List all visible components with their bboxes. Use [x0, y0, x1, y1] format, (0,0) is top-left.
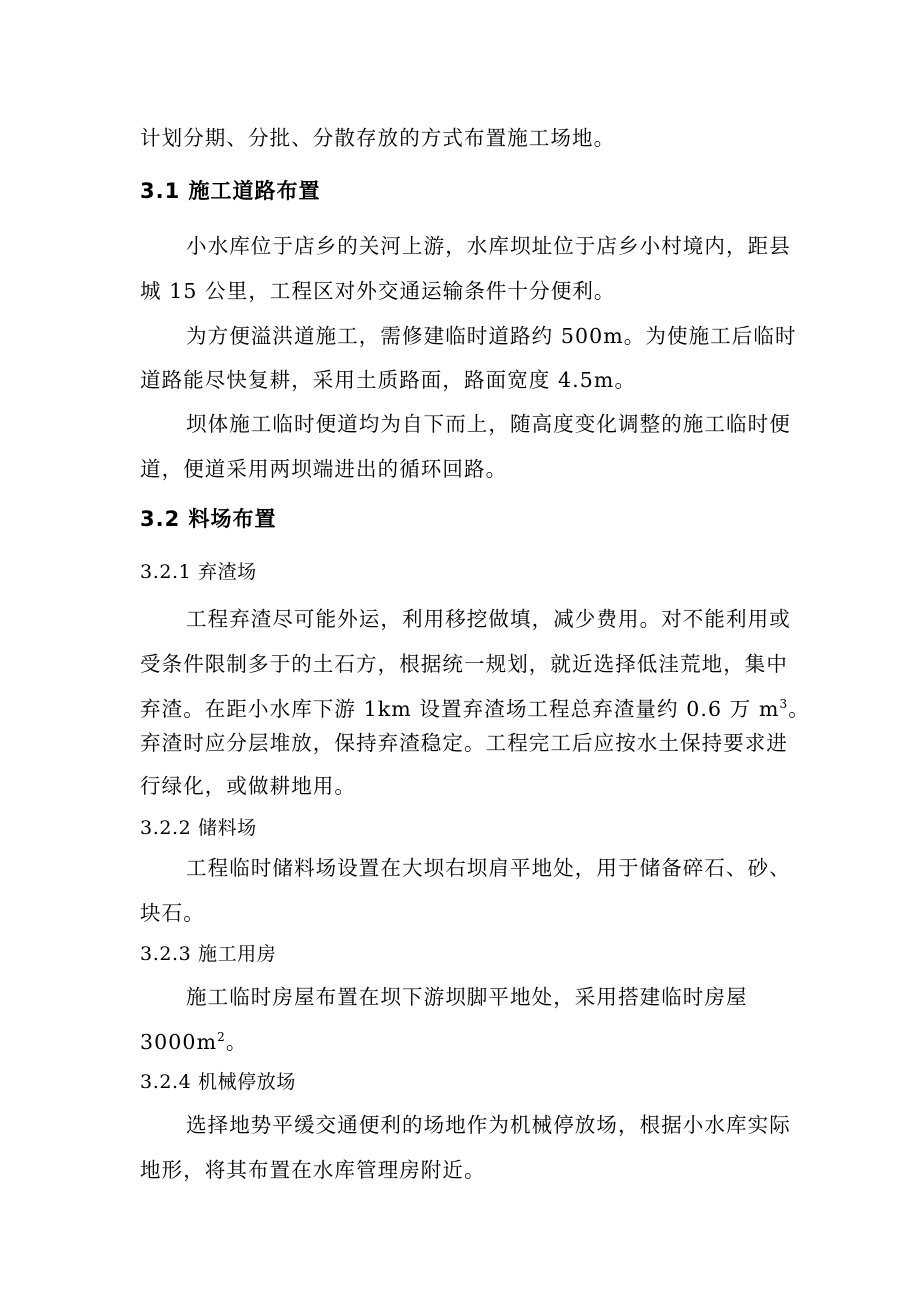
paragraph-line: 受条件限制多于的土石方，根据统一规划，就近选择低洼荒地，集中 — [140, 652, 788, 676]
subsection-title: 3.2.4 机械停放场 — [140, 1071, 296, 1093]
section-heading-3-1: 3.1 施工道路布置 — [140, 179, 321, 203]
section-heading-3-2: 3.2 料场布置 — [140, 507, 277, 531]
text-run: 3000m — [140, 1030, 218, 1054]
paragraph-line — [140, 1032, 247, 1053]
paragraph-line — [140, 699, 810, 720]
paragraph-line: 弃渣时应分层堆放，保持弃渣稳定。工程完工后应按水土保持要求进 — [140, 731, 788, 755]
text-run: 弃渣。在距小水库下游 1km 设置弃渣场工程总弃渣量约 0.6 万 m — [140, 697, 780, 721]
paragraph-line: 选择地势平缓交通便利的场地作为机械停放场，根据小水库实际 — [186, 1113, 791, 1137]
paragraph-continuation: 计划分期、分批、分散存放的方式布置施工场地。 — [140, 126, 616, 150]
subsection-title: 3.2.3 施工用房 — [140, 943, 277, 965]
paragraph-line: 小水库位于店乡的关河上游，水库坝址位于店乡小村境内，距县 — [186, 234, 791, 258]
paragraph-line: 块石。 — [140, 901, 205, 925]
paragraph-line: 道路能尽快复耕，采用土质路面，路面宽度 4.5m。 — [140, 368, 637, 392]
paragraph-line: 为方便溢洪道施工，需修建临时道路约 500m。为使施工后临时 — [186, 324, 797, 348]
text-run: 。 — [788, 697, 810, 721]
paragraph-line: 工程临时储料场设置在大坝右坝肩平地处，用于储备碎石、砂、 — [186, 856, 791, 880]
paragraph-line: 工程弃渣尽可能外运，利用移挖做填，减少费用。对不能利用或 — [186, 607, 791, 631]
paragraph-line: 道，便道采用两坝端进出的循环回路。 — [140, 457, 508, 481]
paragraph-line: 地形，将其布置在水库管理房附近。 — [140, 1158, 486, 1182]
paragraph-line: 行绿化，或做耕地用。 — [140, 774, 356, 798]
paragraph-line: 施工临时房屋布置在坝下游坝脚平地处，采用搭建临时房屋 — [186, 985, 748, 1009]
paragraph-line: 坝体施工临时便道均为自下而上，随高度变化调整的施工临时便 — [186, 412, 791, 436]
text-run: 。 — [225, 1030, 248, 1054]
subsection-title: 3.2.2 储料场 — [140, 817, 257, 839]
paragraph-line: 城 15 公里，工程区对外交通运输条件十分便利。 — [140, 279, 616, 303]
subsection-title: 3.2.1 弃渣场 — [140, 561, 257, 583]
superscript: 2 — [217, 1030, 226, 1044]
superscript: 3 — [779, 697, 789, 711]
